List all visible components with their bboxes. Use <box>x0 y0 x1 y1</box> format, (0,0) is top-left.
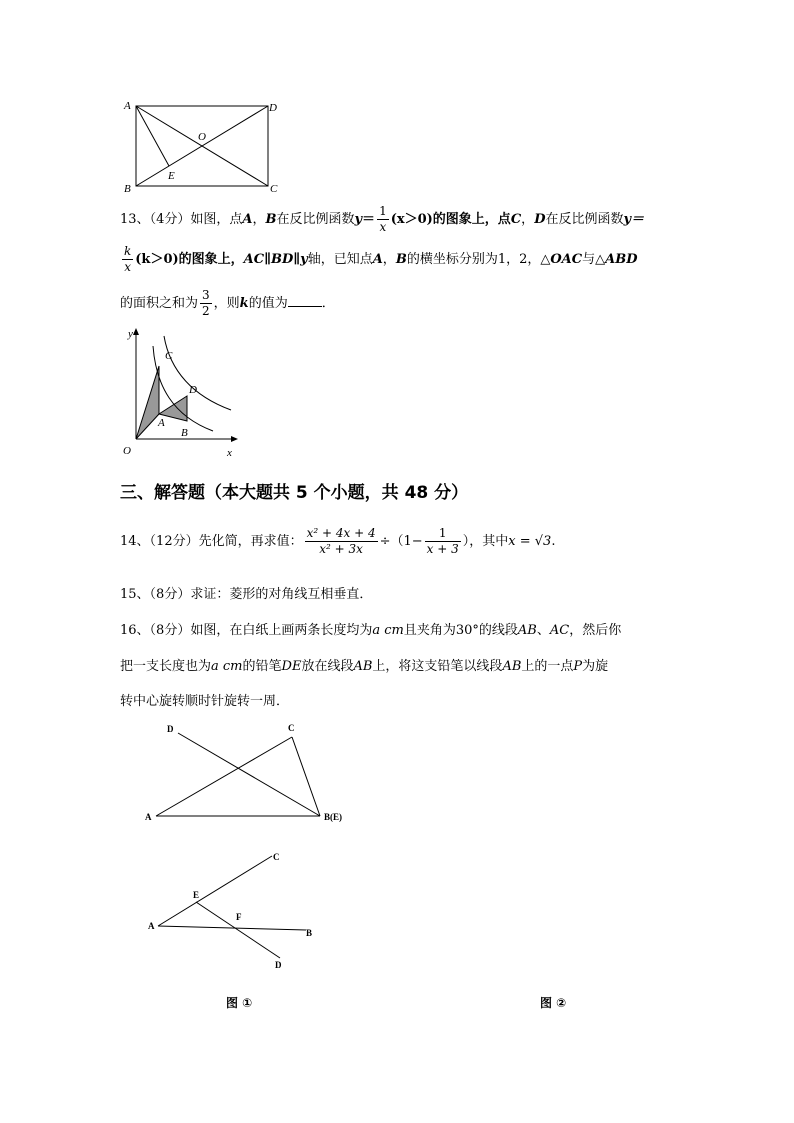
label-f: F <box>236 912 242 922</box>
label-b: B <box>306 928 313 938</box>
label-a: A <box>148 921 155 931</box>
section-heading: 三、解答题（本大题共 5 个小题，共 48 分） <box>120 483 469 503</box>
point-d-label: D <box>189 384 197 396</box>
point-a-label: A <box>158 417 165 429</box>
q16-line2: 把一支长度也为a cm的铅笔DE放在线段AB上，将这支铅笔以线段AB上的一点P为旋 <box>120 659 609 674</box>
q16-line1: 16、（8分）如图，在白纸上画两条长度均为a cm且夹角为30°的线段AB、AC，然后你 <box>120 623 622 638</box>
pencil-figure-1 <box>140 718 360 830</box>
point-c-label: C <box>165 350 173 362</box>
fraction-1-over-x-plus-3: $\frac{1}{x + 3}$ <box>426 526 459 556</box>
label-e: E <box>168 170 175 182</box>
axis-x-label: x <box>227 447 232 459</box>
label-c: C <box>270 183 278 195</box>
fraction-expression: $\frac{\text{x² + 4x + 4}}{\text{x² + 3x}}$ <box>306 526 376 556</box>
answer-blank <box>288 294 322 307</box>
label-b-e: B(E) <box>324 812 342 822</box>
label-e: E <box>193 890 200 900</box>
label-d: D <box>269 102 277 114</box>
pencil-figure-2 <box>140 848 340 973</box>
label-a: A <box>124 100 131 112</box>
rectangle-diagram <box>118 96 288 198</box>
label-b: B <box>124 183 131 195</box>
q13-line3: 的面积之和为 $\frac{3}{2}$ ，则k的值为 ． <box>120 288 335 318</box>
figure-1-caption: 图 ① <box>226 996 253 1010</box>
q13-line1: 13、（4分）如图，点A，B在反比例函数y＝ $\frac{1}{x}$ (x＞0)的图象上，点C，D在反比例函数y＝ <box>120 204 645 234</box>
fraction-k-over-x: $\frac{k}{x}$ <box>124 244 132 274</box>
q13-line2: $\frac{k}{x}$ (k＞0)的图象上，AC∥BD∥y轴，已知点A，B的横坐标分别为1，2，△OAC与△ABD <box>124 244 638 274</box>
label-o: O <box>198 131 206 143</box>
q16-line3: 转中心旋转顺时针旋转一周． <box>120 694 290 709</box>
label-c: C <box>273 852 280 862</box>
label-d: D <box>275 960 282 970</box>
fraction-3-over-2: $\frac{3}{2}$ <box>202 288 210 318</box>
figure-2-caption: 图 ② <box>540 996 567 1010</box>
label-a: A <box>145 812 152 822</box>
label-c: C <box>288 723 295 733</box>
axis-y-label: y <box>128 328 133 340</box>
q14: 14、（12分）先化简，再求值： $\frac{\text{x² + 4x + 4}}{\text{x² + 3x}}$ ÷（1− $\frac{1}{x + 3}$ ），其中x = √3. <box>120 526 556 556</box>
origin-label: O <box>123 445 131 457</box>
label-d: D <box>167 724 174 734</box>
fraction-1-over-x: $\frac{1}{x}$ <box>379 204 387 234</box>
hyperbola-diagram <box>118 326 248 460</box>
q15: 15、（8分）求证：菱形的对角线互相垂直． <box>120 587 373 602</box>
point-b-label: B <box>181 427 188 439</box>
